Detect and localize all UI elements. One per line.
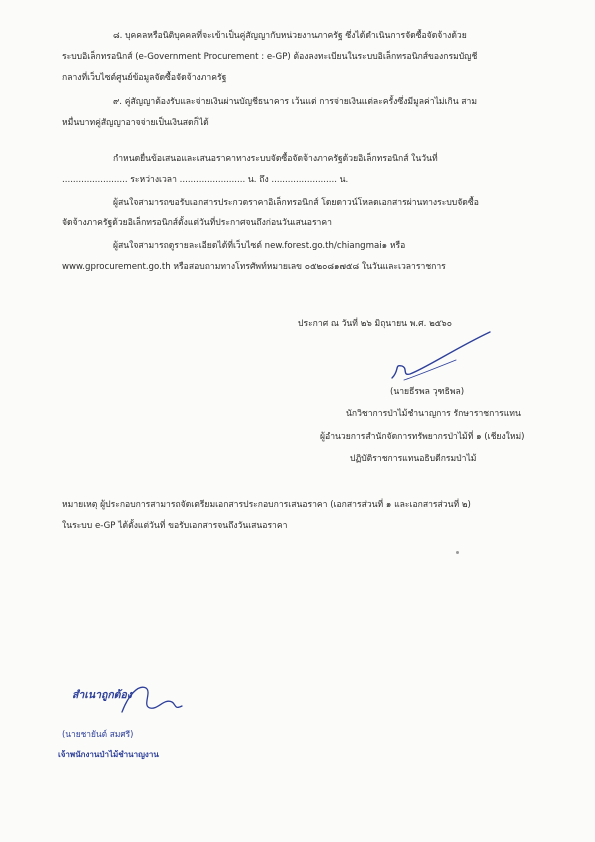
signatory-name: (นายธีรพล วุฑธิพล) [390, 387, 465, 397]
info-p2-line-1: ผู้สนใจสามารถดูรายละเอียดได้ที่เว็บไซต์ new.forest.go.th/chiangmai๑ หรือ [113, 241, 406, 251]
info-p1-line-1: ผู้สนใจสามารถขอรับเอกสารประกวดราคาอิเล็กทรอนิกส์ โดยดาวน์โหลดเอกสารผ่านทางระบบจัดซื้อ [113, 198, 479, 208]
signature-certifier [118, 676, 188, 721]
announce-date: ประกาศ ณ วันที่ ๒๖ มิถุนายน พ.ศ. ๒๕๖๐ [298, 319, 452, 329]
signatory-title-3: ปฏิบัติราชการแทนอธิบดีกรมป่าไม้ [350, 454, 477, 464]
signatory-title-1: นักวิชาการป่าไม้ชำนาญการ รักษาราชการแทน [346, 409, 521, 419]
schedule-line-1: กำหนดยื่นข้อเสนอและเสนอราคาทางระบบจัดซื้อจัดจ้างภาครัฐด้วยอิเล็กทรอนิกส์ ในวันที่ [113, 154, 438, 164]
info-p2-line-2: www.gprocurement.go.th หรือสอบถามทางโทรศัพท์หมายเลข ๐๕๒๐๘๑๗๕๘ ในวันและเวลาราชการ [62, 262, 446, 272]
note-line-1: หมายเหตุ ผู้ประกอบการสามารถจัดเตรียมเอกสารประกอบการเสนอราคา (เอกสารส่วนที่ ๑ และเอกสารส่วนที่ ๒) [62, 500, 471, 510]
certified-copy-stamp: สำเนาถูกต้อง [72, 689, 132, 701]
clause-8-line-1: ๘. บุคคลหรือนิติบุคคลที่จะเข้าเป็นคู่สัญญากับหน่วยงานภาครัฐ ซึ่งได้ดำเนินการจัดซื้อจัดจ้างด้วย [113, 31, 467, 41]
note-line-2: ในระบบ e-GP ได้ตั้งแต่วันที่ ขอรับเอกสารจนถึงวันเสนอราคา [62, 521, 288, 531]
clause-8-line-3: กลางที่เว็บไซต์ศูนย์ข้อมูลจัดซื้อจัดจ้างภาครัฐ [62, 73, 227, 83]
schedule-line-2: ........................ ระหว่างเวลา ........................ น. ถึง ........................ น. [62, 175, 349, 185]
certifier-position: เจ้าพนักงานป่าไม้ชำนาญงาน [58, 750, 159, 759]
clause-9-line-1: ๙. คู่สัญญาต้องรับและจ่ายเงินผ่านบัญชีธนาคาร เว้นแต่ การจ่ายเงินแต่ละครั้งซึ่งมีมูลค่าไม่เกิน สาม [113, 97, 478, 107]
info-p1-line-2: จัดจ้างภาครัฐด้วยอิเล็กทรอนิกส์ตั้งแต่วันที่ประกาศจนถึงก่อนวันเสนอราคา [62, 218, 332, 228]
signature-main [386, 328, 496, 383]
signatory-title-2: ผู้อำนวยการสำนักจัดการทรัพยากรป่าไม้ที่ ๑ (เชียงใหม่) [320, 432, 525, 442]
scan-speck [456, 551, 459, 554]
certifier-name: (นายชายันต์ สมศรี) [62, 729, 134, 739]
clause-9-line-2: หมื่นบาทคู่สัญญาอาจจ่ายเป็นเงินสดก็ได้ [62, 118, 209, 128]
clause-8-line-2: ระบบอิเล็กทรอนิกส์ (e-Government Procurement : e-GP) ต้องลงทะเบียนในระบบอิเล็กทรอนิกส์ของกรมบัญชี [62, 52, 478, 62]
